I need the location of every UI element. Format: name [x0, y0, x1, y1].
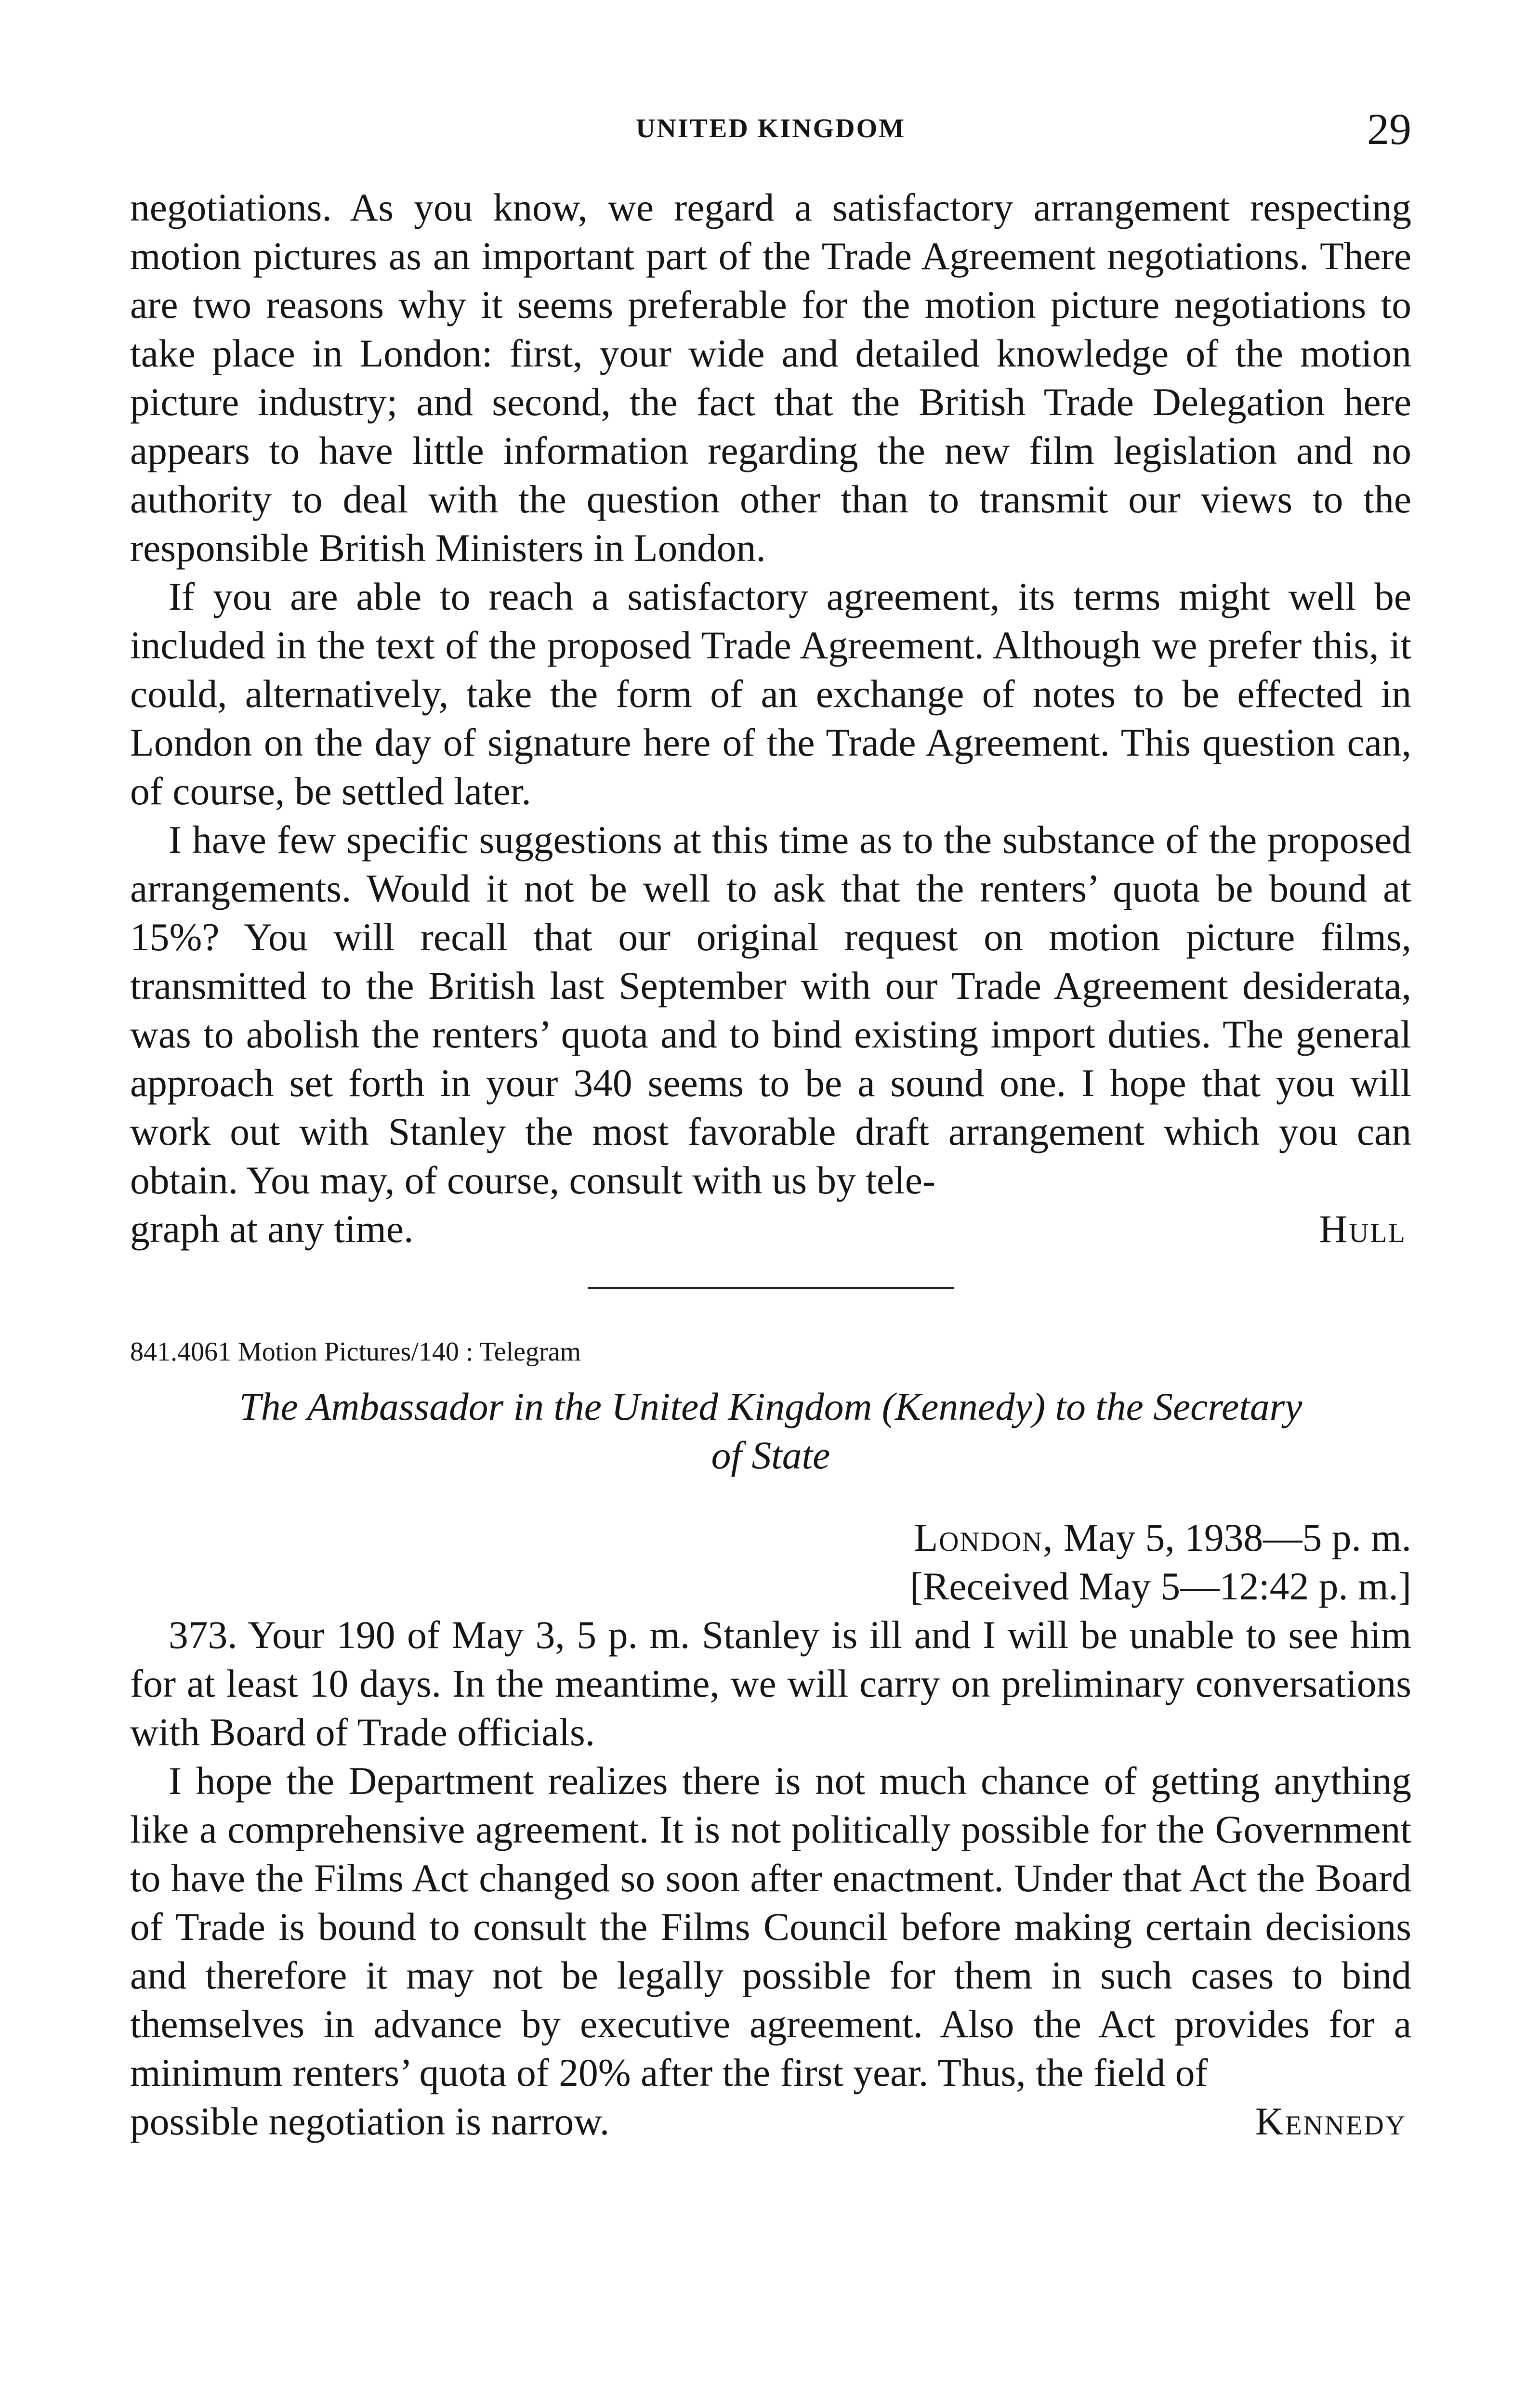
page-number: 29 — [1367, 105, 1411, 154]
document-title — [130, 1382, 1411, 1479]
dateline-date: May 5, 1938—5 p. m. — [1063, 1516, 1411, 1559]
dateline-received: [Received May 5—12:42 p. m.] — [909, 1564, 1411, 1608]
signature-kennedy: Kennedy — [1255, 2099, 1407, 2143]
dateline — [130, 1513, 1411, 1610]
document-title-line-2: of State — [711, 1433, 830, 1477]
signature-hull: Hull — [1319, 1207, 1407, 1251]
document-title-line-1: The Ambassador in the United Kingdom (Kennedy) to the Secretary — [239, 1385, 1302, 1428]
page-body — [130, 183, 1411, 2146]
dateline-place: London, — [914, 1516, 1054, 1559]
paragraph-suggestions: I have few specific suggestions at this time as to the substance of the proposed arrangements. Would it not be well to ask that the renters’ quota be bound at 15%? You will recall that our original request on motion picture films, transmitted to the British last September with our Trade Agreement desiderata, was to abolish the renters’ quota and to bind existing import duties. The general approach set forth in your 340 seems to be a sound one. I hope that you will work out with Stanley the most favorable draft arrangement which you can obtain. You may, of course, consult with us by tele- — [130, 818, 1411, 1202]
paragraph-agreement-terms: If you are able to reach a satisfactory agreement, its terms might well be included in the text of the proposed Trade Agreement. Although we prefer this, it could, alternatively, take the form of an exchange of notes to be effected in London on the day of signature here of the Trade Agreement. This question can, of course, be settled later. — [130, 575, 1411, 813]
closing-line-hull — [130, 1204, 1411, 1253]
file-reference: 841.4061 Motion Pictures/140 : Telegram — [130, 1337, 581, 1367]
dateline-sent — [130, 1513, 1411, 1562]
paragraph-negotiations: negotiations. As you know, we regard a satisfactory arrangement respecting motion pictures as an important part of the Trade Agreement negotiations. There are two reasons why it seems preferable for the motion picture negotiations to take place in London: first, your wide and detailed knowledge of the motion picture industry; and second, the fact that the British Trade Delegation here appears to have little information regarding the new film legislation and no authority to deal with the question other than to transmit our views to the responsible British Ministers in London. — [130, 185, 1411, 570]
section-divider — [588, 1287, 954, 1289]
paragraph-telegram-373: 373. Your 190 of May 3, 5 p. m. Stanley is ill and I will be unable to see him for at least 10 days. In the meantime, we will carry on preliminary conversations with Board of Trade officials. — [130, 1613, 1411, 1754]
running-head — [130, 104, 1411, 154]
closing-line-kennedy — [130, 2097, 1411, 2146]
closing-text-kennedy: possible negotiation is narrow. — [130, 2099, 610, 2143]
paragraph-department: I hope the Department realizes there is not much chance of getting anything like a comprehensive agreement. It is not politically possible for the Government to have the Films Act changed so soon after enactment. Under that Act the Board of Trade is bound to consult the Films Council before making certain decisions and therefore it may not be legally possible for them in such cases to bind themselves in advance by executive agreement. Also the Act provides for a minimum renters’ quota of 20% after the first year. Thus, the field of — [130, 1759, 1411, 2094]
running-title: UNITED KINGDOM — [635, 114, 906, 144]
closing-text: graph at any time. — [130, 1207, 414, 1251]
